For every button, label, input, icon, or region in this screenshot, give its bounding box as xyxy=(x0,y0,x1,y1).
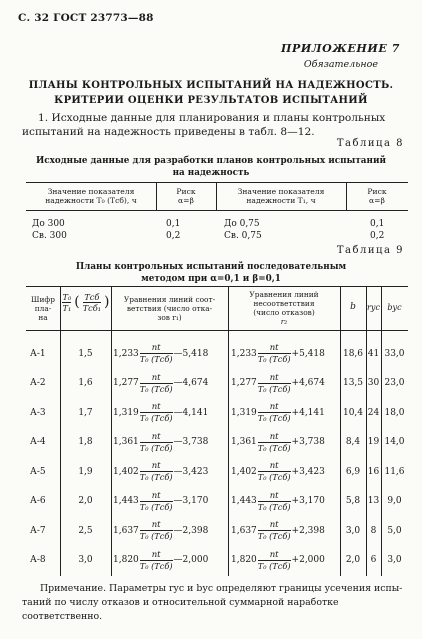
row-ratio: 1,8 xyxy=(78,437,93,447)
row-ratio: 1,7 xyxy=(78,407,93,418)
row-r: 24 xyxy=(367,407,380,418)
row-b: 3,0 xyxy=(345,525,361,536)
appendix-title: ПРИЛОЖЕНИЕ 7 xyxy=(280,42,400,55)
row-b: 13,5 xyxy=(342,378,364,388)
table8-row2-risk2: 0,2 xyxy=(370,231,385,241)
row-eq1: 1,277 $\frac{nt}{\text{T₀ (Tсб)}}$ —4,674 xyxy=(113,372,209,394)
table8-row2-t0: Св. 300 xyxy=(32,231,67,241)
table8-row1-risk1: 0,1 xyxy=(166,219,181,229)
table9-caption-line2: методом при α=0,1 и β=0,1 xyxy=(141,274,281,284)
table8-header-risk1: Риск α=β xyxy=(176,187,196,205)
row-eq1: 1,402 $\frac{nt}{\text{T₀ (Tсб)}}$ —3,423 xyxy=(113,461,209,482)
table8-caption-line1: Исходные данные для разработки планов контрольных испытаний xyxy=(35,156,386,166)
row-eq2: 1,402 $\frac{nt}{\text{T₀ (Tсб)}}$ +3,423 xyxy=(231,461,325,482)
row-eq1: 1,361 $\frac{nt}{\text{T₀ (Tсб)}}$ —3,738 xyxy=(113,431,209,453)
row-code: А-6 xyxy=(30,496,46,506)
row-eq1: 1,637 $\frac{nt}{\text{T₀ (Tсб)}}$ —2,398 xyxy=(113,520,209,541)
table9-header-eq2: Уравнения линий несоответствия (число отказов) r₂ xyxy=(249,290,319,326)
row-eq1: 1,443 $\frac{nt}{\text{T₀ (Tсб)}}$ —3,170 xyxy=(113,490,209,512)
fraction: $\frac{nt}{\text{T₀ (Tсб)}}$ xyxy=(139,402,173,423)
row-bus: 18,0 xyxy=(384,407,405,418)
row-r: 13 xyxy=(367,496,380,506)
row-ratio: 2,5 xyxy=(78,525,93,536)
row-eq1: 1,820 $\frac{nt}{\text{T₀ (Tсб)}}$ —2,000 xyxy=(113,549,209,571)
row-bus: 5,0 xyxy=(387,525,402,536)
row-r: 16 xyxy=(367,466,380,477)
fraction: $\frac{nt}{\text{T₀ (Tсб)}}$ xyxy=(257,431,291,453)
table9-header-r: rус xyxy=(367,303,380,312)
row-eq2: 1,319 $\frac{nt}{\text{T₀ (Tсб)}}$ +4,141 xyxy=(231,402,325,423)
table-row xyxy=(26,428,408,457)
paragraph-line2: испытаний на надежность приведены в табл. 8—12. xyxy=(22,126,315,138)
fraction: $\frac{nt}{\text{T₀ (Tсб)}}$ xyxy=(257,343,291,364)
table9-header-bus: bус xyxy=(387,303,402,312)
table-row xyxy=(26,339,408,368)
row-bus: 33,0 xyxy=(384,348,405,359)
fraction: $\frac{nt}{\text{T₀ (Tсб)}}$ xyxy=(257,372,291,394)
row-bus: 11,6 xyxy=(384,466,405,477)
note-line1: Примечание. Параметры rус и bус определяют границы усечения испы- xyxy=(40,583,403,594)
table8-header-risk2: Риск α=β xyxy=(367,187,387,205)
fraction: $\frac{nt}{\text{T₀ (Tсб)}}$ xyxy=(139,520,173,541)
paragraph-line1: 1. Исходные данные для планирования и планы контрольных xyxy=(38,112,386,124)
row-code: А-5 xyxy=(30,466,46,477)
row-bus: 23,0 xyxy=(384,378,405,388)
fraction: $\frac{nt}{\text{T₀ (Tсб)}}$ xyxy=(257,490,291,512)
fraction: $\frac{nt}{\text{T₀ (Tсб)}}$ xyxy=(139,343,173,364)
row-r: 6 xyxy=(370,555,377,565)
fraction: $\frac{nt}{\text{T₀ (Tсб)}}$ xyxy=(139,461,173,482)
fraction: $\frac{nt}{\text{T₀ (Tсб)}}$ xyxy=(257,520,291,541)
table9-label: Таблица 9 xyxy=(336,245,404,256)
fraction: $\frac{nt}{\text{T₀ (Tсб)}}$ xyxy=(257,549,291,571)
table8-row1-t0: До 300 xyxy=(32,219,65,229)
table-row xyxy=(26,369,408,398)
row-eq2: 1,277 $\frac{nt}{\text{T₀ (Tсб)}}$ +4,674 xyxy=(231,372,325,394)
row-r: 30 xyxy=(367,378,380,388)
table8-row2-risk1: 0,2 xyxy=(166,231,181,241)
table9-caption-line1: Планы контрольных испытаний последовательным xyxy=(75,262,347,272)
row-eq1: 1,233 $\frac{nt}{\text{T₀ (Tсб)}}$ —5,418 xyxy=(113,343,209,364)
row-bus: 9,0 xyxy=(387,496,402,506)
table-row xyxy=(26,457,408,486)
table8-caption-line2: на надежность xyxy=(172,168,250,178)
fraction: $\frac{nt}{\text{T₀ (Tсб)}}$ xyxy=(139,490,173,512)
row-code: А-2 xyxy=(30,378,46,388)
table9-header-eq1: Уравнения линий соот- ветствия (число отка- зов r₁) xyxy=(123,295,216,322)
table-row xyxy=(26,398,408,427)
table8-row2-t1: Св. 0,75 xyxy=(224,231,262,241)
row-bus: 3,0 xyxy=(387,555,402,565)
row-eq2: 1,361 $\frac{nt}{\text{T₀ (Tсб)}}$ +3,738 xyxy=(231,431,325,453)
table9-header-ratio: $\frac{\text{T₀}}{\text{T₁}}$ ( $\frac{\text{Tсб}}{\text{Tсб₁}}$ ) xyxy=(62,292,110,313)
row-b: 18,6 xyxy=(342,348,364,359)
row-ratio: 2,0 xyxy=(78,496,93,506)
table-row xyxy=(26,516,408,545)
fraction: $\frac{nt}{\text{T₀ (Tсб)}}$ xyxy=(257,402,291,423)
row-b: 8,4 xyxy=(345,437,361,447)
row-b: 5,8 xyxy=(345,496,361,506)
row-code: А-3 xyxy=(30,407,46,418)
row-code: А-1 xyxy=(30,348,46,359)
page-header: С. 32 ГОСТ 23773—88 xyxy=(18,12,154,24)
row-bus: 14,0 xyxy=(384,437,405,447)
row-r: 19 xyxy=(367,437,380,447)
note-line2: таний по числу отказов и относительной суммарной наработке соответственно. xyxy=(22,597,339,622)
row-b: 2,0 xyxy=(345,555,361,565)
row-b: 6,9 xyxy=(345,466,361,477)
table8-label: Таблица 8 xyxy=(336,138,404,149)
table9-header-b: b xyxy=(350,302,356,312)
row-eq2: 1,233 $\frac{nt}{\text{T₀ (Tсб)}}$ +5,418 xyxy=(231,343,325,364)
fraction: $\frac{nt}{\text{T₀ (Tсб)}}$ xyxy=(139,372,173,394)
row-code: А-8 xyxy=(30,555,46,565)
row-eq1: 1,319 $\frac{nt}{\text{T₀ (Tсб)}}$ —4,141 xyxy=(113,402,209,423)
row-code: А-4 xyxy=(30,437,46,447)
fraction: $\frac{nt}{\text{T₀ (Tсб)}}$ xyxy=(139,431,173,453)
row-r: 8 xyxy=(370,525,377,536)
table9-header-code: Шифр пла- на xyxy=(31,295,55,322)
table-row xyxy=(26,487,408,516)
table8-row1-t1: До 0,75 xyxy=(224,219,260,229)
table8-header-t1: Значение показателя надежности T₁, ч xyxy=(237,187,325,205)
row-code: А-7 xyxy=(30,525,46,536)
row-ratio: 3,0 xyxy=(78,555,93,565)
row-eq2: 1,637 $\frac{nt}{\text{T₀ (Tсб)}}$ +2,398 xyxy=(231,520,325,541)
appendix-status: Обязательное xyxy=(303,59,378,70)
table8-row1-risk2: 0,1 xyxy=(370,219,385,229)
fraction: $\frac{nt}{\text{T₀ (Tсб)}}$ xyxy=(139,549,173,571)
row-ratio: 1,6 xyxy=(78,378,93,388)
table8-header-t0: Значение показателя надежности T₀ (Tсб), ч xyxy=(45,187,137,205)
main-title-line1: ПЛАНЫ КОНТРОЛЬНЫХ ИСПЫТАНИЙ НА НАДЕЖНОСТЬ. xyxy=(28,80,394,91)
row-b: 10,4 xyxy=(342,407,364,418)
row-eq2: 1,443 $\frac{nt}{\text{T₀ (Tсб)}}$ +3,170 xyxy=(231,490,325,512)
row-ratio: 1,9 xyxy=(78,466,93,477)
main-title-line2: КРИТЕРИИ ОЦЕНКИ РЕЗУЛЬТАТОВ ИСПЫТАНИЙ xyxy=(54,95,368,106)
row-r: 41 xyxy=(367,348,380,359)
fraction: $\frac{nt}{\text{T₀ (Tсб)}}$ xyxy=(257,461,291,482)
table-row xyxy=(26,546,408,575)
row-eq2: 1,820 $\frac{nt}{\text{T₀ (Tсб)}}$ +2,000 xyxy=(231,549,325,571)
row-ratio: 1,5 xyxy=(78,348,93,359)
